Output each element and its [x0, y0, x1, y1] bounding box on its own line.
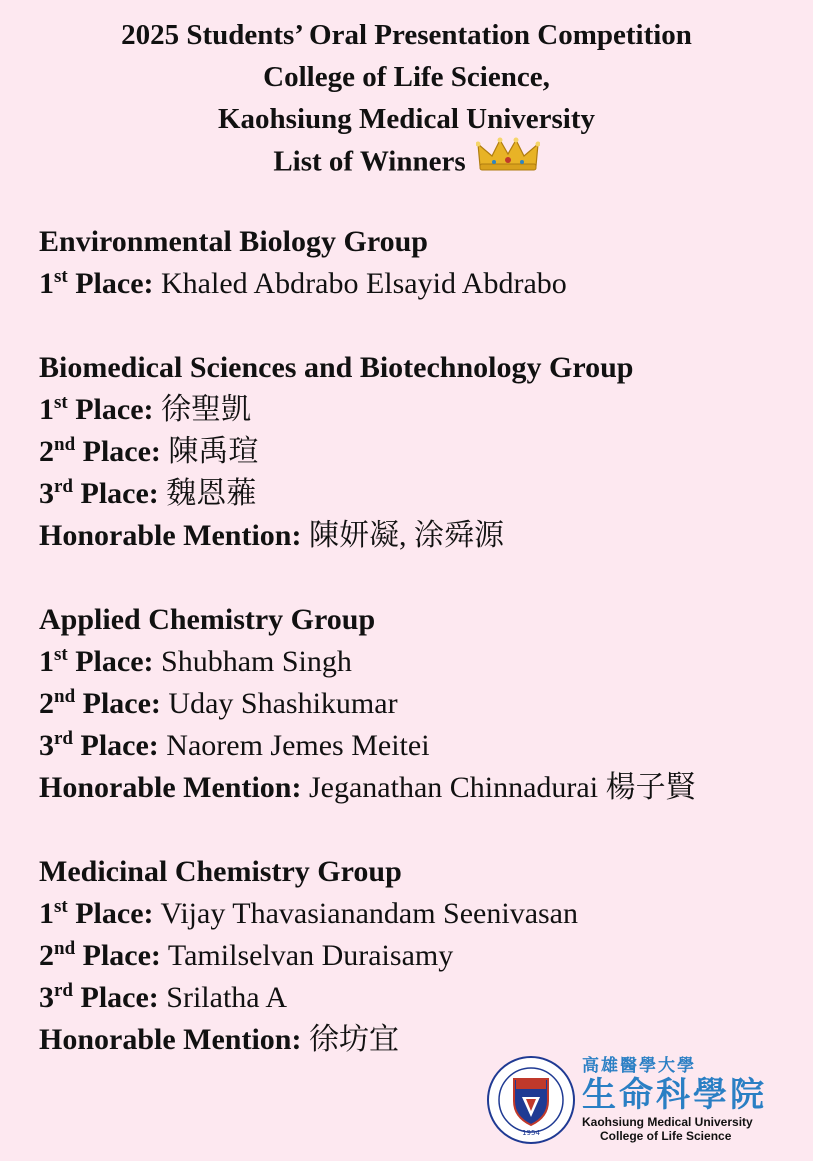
- winner-row: 3rd Place: 魏恩蕥: [39, 476, 257, 510]
- competition-title: 2025 Students’ Oral Presentation Competition: [121, 19, 692, 51]
- winners-heading-text: List of Winners: [273, 145, 466, 178]
- winner-name: Shubham Singh: [161, 645, 352, 678]
- winner-name: Srilatha A: [166, 981, 288, 1014]
- winner-name: Naorem Jemes Meitei: [166, 729, 430, 762]
- group-title: Applied Chemistry Group: [39, 603, 376, 636]
- winner-row: 3rd Place: Srilatha A: [39, 980, 288, 1014]
- university-seal-icon: [486, 1055, 576, 1150]
- title-block: [0, 14, 813, 188]
- winner-name: Uday Shashikumar: [168, 687, 398, 720]
- winner-name: Jeganathan Chinnadurai 楊子賢: [309, 771, 696, 804]
- group-title: Environmental Biology Group: [39, 225, 428, 258]
- group-medicinal-chemistry: [39, 851, 809, 1061]
- winner-name: 徐聖凱: [161, 393, 252, 426]
- honorable-mention-row: Honorable Mention: 陳妍凝, 涂舜源: [39, 519, 504, 552]
- college-name-chinese: 生命科學院: [582, 1075, 767, 1115]
- group-biomedical-sciences: [39, 347, 809, 557]
- winner-name: 魏恩蕥: [166, 477, 257, 510]
- winner-row: 2nd Place: Uday Shashikumar: [39, 686, 398, 720]
- winner-row: 2nd Place: 陳禹瑄: [39, 434, 259, 468]
- winner-row: 2nd Place: Tamilselvan Duraisamy: [39, 938, 454, 972]
- college-name: College of Life Science,: [263, 61, 550, 93]
- winners-heading: [0, 140, 813, 188]
- winner-row: 3rd Place: Naorem Jemes Meitei: [39, 728, 430, 762]
- winner-name: Vijay Thavasianandam Seenivasan: [160, 897, 578, 930]
- college-logo: [486, 1055, 796, 1145]
- winner-name: 陳妍凝, 涂舜源: [309, 519, 504, 552]
- honorable-mention-row: Honorable Mention: Jeganathan Chinnadurai 楊子賢: [39, 771, 696, 804]
- winner-name: 徐坊宜: [309, 1023, 399, 1056]
- group-environmental-biology: [39, 221, 809, 305]
- winners-list: [39, 221, 809, 1103]
- winner-name: Tamilselvan Duraisamy: [167, 939, 454, 972]
- university-name-chinese: 高雄醫學大學: [582, 1056, 696, 1076]
- university-name: Kaohsiung Medical University: [217, 103, 595, 135]
- winner-row: 1st Place: 徐聖凱: [39, 392, 252, 426]
- university-name-english: Kaohsiung Medical University: [582, 1115, 753, 1129]
- svg-text:1954: 1954: [522, 1129, 540, 1137]
- group-title: Biomedical Sciences and Biotechnology Group: [39, 351, 634, 384]
- crown-icon: [476, 136, 540, 184]
- winner-row: 1st Place: Vijay Thavasianandam Seenivasan: [39, 896, 578, 930]
- winner-name: Khaled Abdrabo Elsayid Abdrabo: [161, 267, 567, 300]
- winner-row: 1st Place: Khaled Abdrabo Elsayid Abdrabo: [39, 266, 567, 300]
- college-name-english: College of Life Science: [600, 1129, 732, 1143]
- honorable-mention-row: Honorable Mention: 徐坊宜: [39, 1023, 399, 1056]
- group-title: Medicinal Chemistry Group: [39, 855, 402, 888]
- winner-row: 1st Place: Shubham Singh: [39, 644, 352, 678]
- logo-text: [582, 1055, 767, 1143]
- group-applied-chemistry: [39, 599, 809, 809]
- winner-name: 陳禹瑄: [168, 435, 259, 468]
